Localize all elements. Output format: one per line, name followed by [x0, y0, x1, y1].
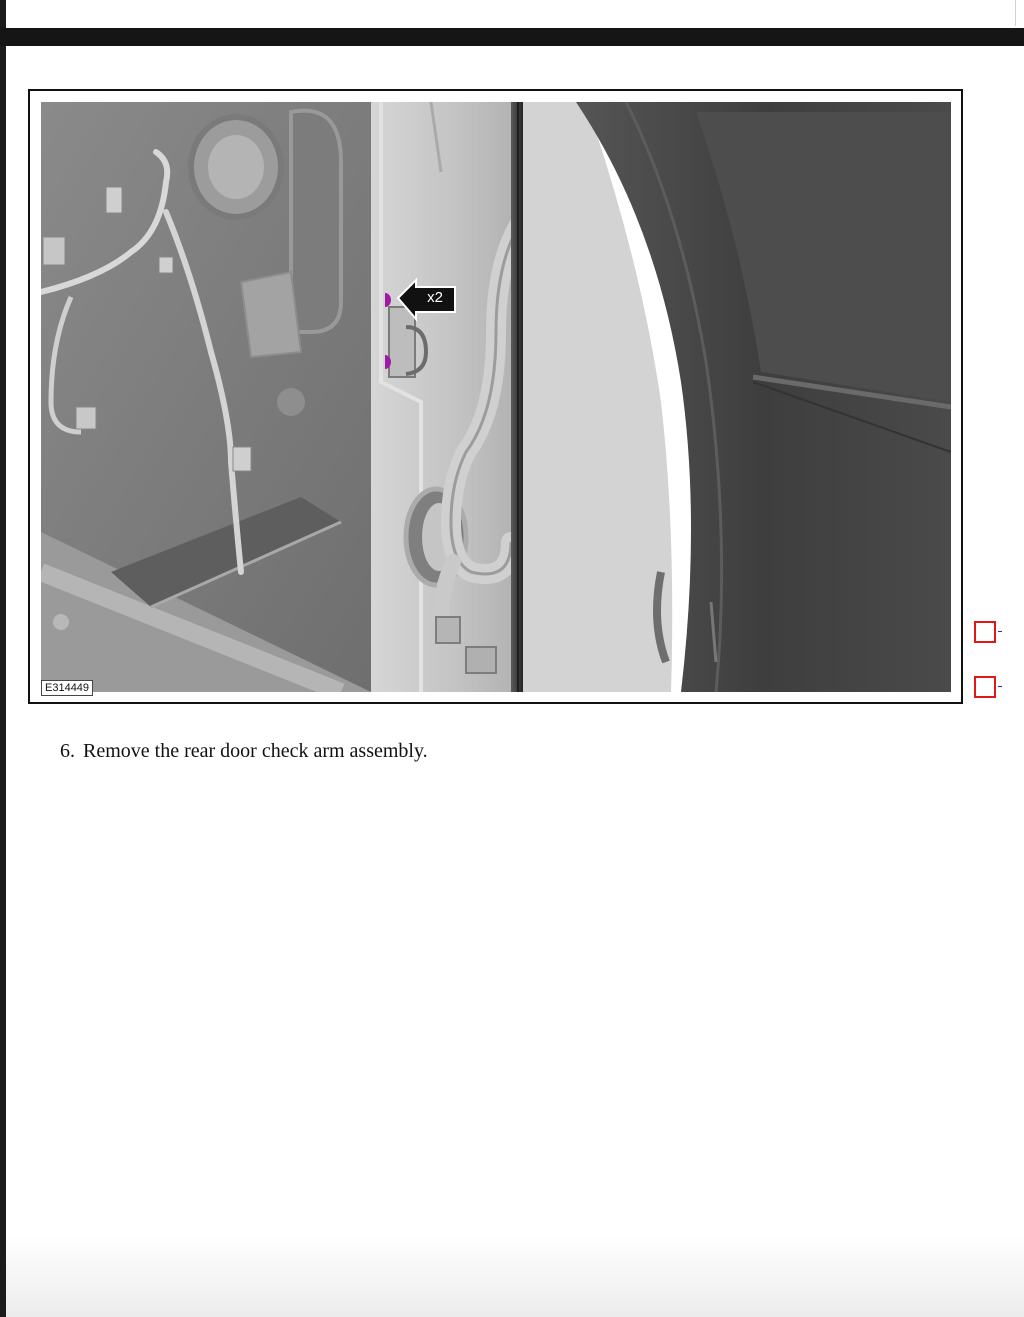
step-number: 6.	[60, 740, 75, 762]
callout-quantity-label: x2	[427, 289, 443, 306]
bookmark-box-icon[interactable]	[974, 621, 996, 643]
viewer-top-strip	[0, 0, 1024, 28]
figure-code-label: E314449	[41, 680, 93, 696]
bookmark-box-icon[interactable]	[974, 676, 996, 698]
procedure-step	[60, 740, 428, 763]
door-check-arm-illustration	[41, 102, 951, 692]
page-bottom-fade	[6, 1235, 1024, 1317]
viewer-toolbar	[0, 28, 1024, 46]
step-text: Remove the rear door check arm assembly.	[83, 740, 428, 762]
